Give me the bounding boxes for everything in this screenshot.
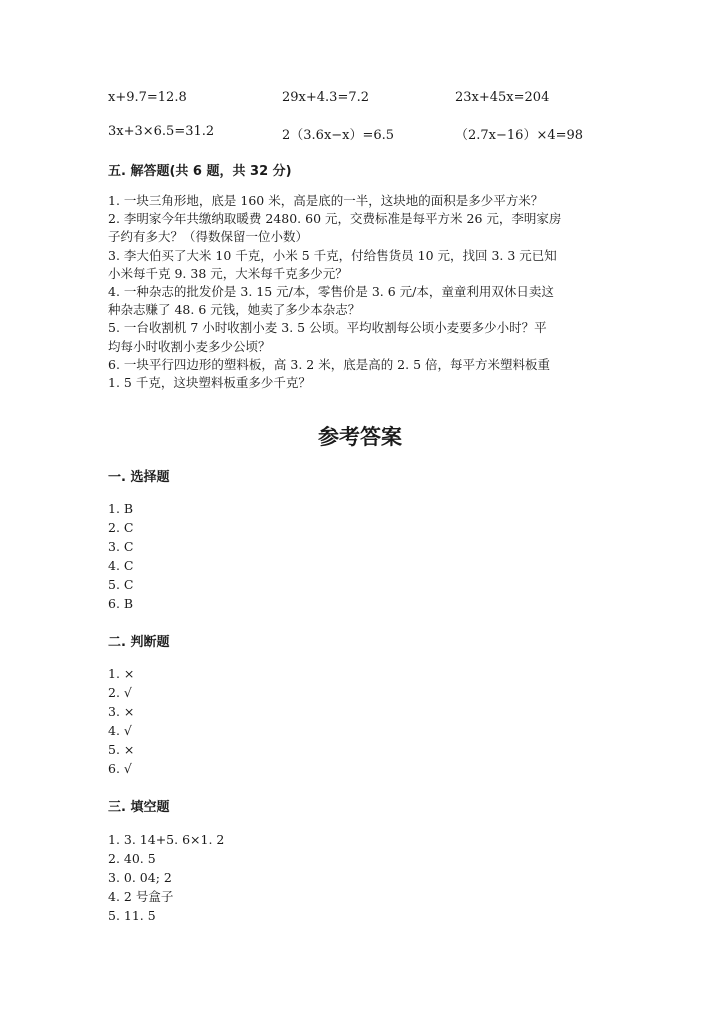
equation-1a: x+9.7=12.8	[108, 90, 187, 105]
answer-item: 5. ×	[108, 742, 135, 757]
answer-item: 4. √	[108, 723, 132, 738]
answer-list-judgement	[108, 664, 134, 778]
problem-line: 1. 5 千克，这块塑料板重多少千克？	[108, 375, 311, 391]
problem-line: 子约有多大？（得数保留一位小数）	[108, 229, 309, 245]
problem-line: 小米每千克 9. 38 元，大米每千克多少元？	[108, 265, 348, 281]
answer-item: 1. 3. 14+5. 6×1. 2	[108, 832, 225, 847]
equation-2c: （2.7x−16）×4=98	[455, 128, 584, 143]
equation-1c: 23x+45x=204	[455, 90, 550, 105]
section-heading-problems: 五. 解答题(共 6 题，共 32 分)	[108, 164, 292, 179]
problem-line: 3. 李大伯买了大米 10 千克，小米 5 千克，付给售货员 10 元，找回 3. 3 元已知	[108, 247, 557, 263]
problem-line: 种杂志赚了 48. 6 元钱，她卖了多少本杂志？	[108, 302, 361, 318]
answer-item: 2. C	[108, 520, 134, 535]
answer-item: 5. 11. 5	[108, 908, 156, 923]
answer-item: 3. 0. 04; 2	[108, 870, 172, 885]
answer-item: 3. ×	[108, 704, 135, 719]
answer-item: 4. 2 号盒子	[108, 889, 174, 904]
problem-line: 1. 一块三角形地，底是 160 米，高是底的一半，这块地的面积是多少平方米？	[108, 193, 544, 208]
problem-line: 4. 一种杂志的批发价是 3. 15 元/本，零售价是 3. 6 元/本，童童利用双休日卖这	[108, 284, 554, 300]
problem-line: 6. 一块平行四边形的塑料板，高 3. 2 米，底是高的 2. 5 倍，每平方米塑料板重	[108, 356, 550, 372]
answers-title: 参考答案	[318, 425, 402, 449]
problem-list	[108, 192, 618, 392]
answer-item: 6. √	[108, 761, 132, 776]
answer-item: 2. 40. 5	[108, 851, 156, 866]
equation-row-2	[108, 124, 668, 144]
section-heading-choice: 一. 选择题	[108, 470, 170, 485]
answer-item: 4. C	[108, 558, 134, 573]
answer-item: 5. C	[108, 577, 134, 592]
answer-item: 2. √	[108, 685, 132, 700]
equation-2b: 2（3.6x−x）=6.5	[282, 128, 395, 143]
answer-list-choice	[108, 499, 133, 613]
answer-item: 1. ×	[108, 666, 135, 681]
answer-list-fill-in	[108, 830, 224, 925]
equation-2a: 3x+3×6.5=31.2	[108, 124, 215, 139]
problem-line: 5. 一台收割机 7 小时收割小麦 3. 5 公顷。平均收割每公顷小麦要多少小时？平	[108, 320, 547, 336]
problem-line: 2. 李明家今年共缴纳取暖费 2480. 60 元，交费标准是每平方米 26 元，李明家房	[108, 211, 562, 227]
answer-item: 6. B	[108, 596, 134, 611]
section-heading-fill-in: 三. 填空题	[108, 800, 170, 815]
answer-item: 3. C	[108, 539, 134, 554]
section-heading-judgement: 二. 判断题	[108, 635, 170, 650]
equation-row-1	[108, 90, 668, 110]
problem-line: 均每小时收割小麦多少公顷？	[108, 338, 271, 354]
equation-1b: 29x+4.3=7.2	[282, 90, 370, 105]
answer-item: 1. B	[108, 501, 134, 516]
